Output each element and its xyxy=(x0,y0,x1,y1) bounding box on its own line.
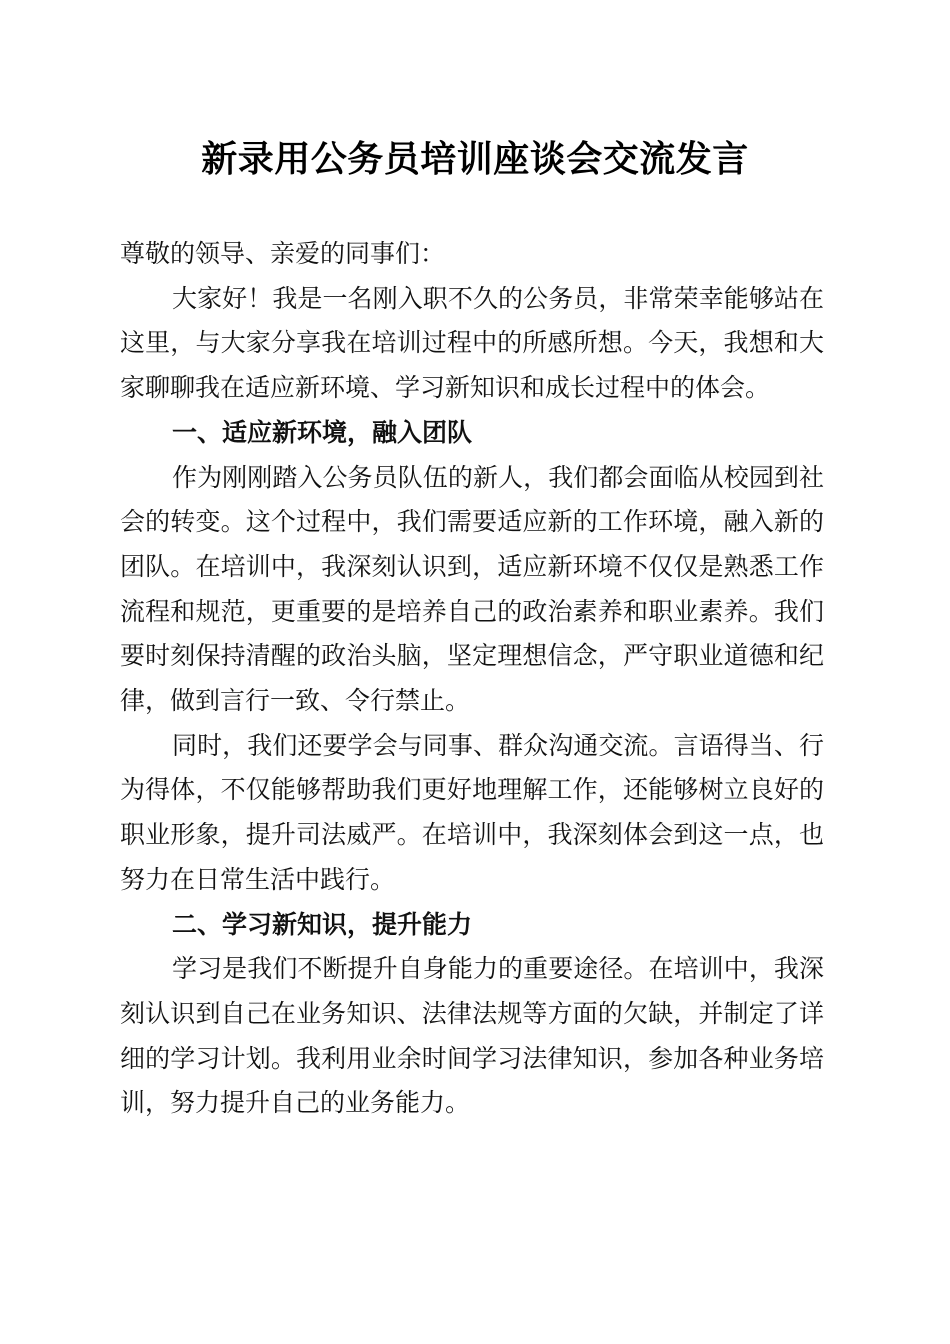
paragraph-section2-1: 学习是我们不断提升自身能力的重要途径。在培训中，我深刻认识到自己在业务知识、法律法规等方面的欠缺，并制定了详细的学习计划。我利用业余时间学习法律知识，参加各种业务培训，努力提升自己的业务能力。 xyxy=(120,954,824,1118)
paragraph-section1-2: 同时，我们还要学会与同事、群众沟通交流。言语得当、行为得体，不仅能够帮助我们更好地理解工作，还能够树立良好的职业形象，提升司法威严。在培训中，我深刻体会到这一点，也努力在日常生活中践行。 xyxy=(120,730,824,894)
document-body xyxy=(120,232,824,1126)
section-heading-1: 一、适应新环境，融入团队 xyxy=(172,417,473,447)
section-heading-2: 二、学习新知识，提升能力 xyxy=(172,909,473,939)
paragraph-section1-1: 作为刚刚踏入公务员队伍的新人，我们都会面临从校园到社会的转变。这个过程中，我们需要适应新的工作环境，融入新的团队。在培训中，我深刻认识到，适应新环境不仅仅是熟悉工作流程和规范，更重要的是培养自己的政治素养和职业素养。我们要时刻保持清醒的政治头脑，坚定理想信念，严守职业道德和纪律，做到言行一致、令行禁止。 xyxy=(120,462,824,716)
document-title: 新录用公务员培训座谈会交流发言 xyxy=(201,138,749,180)
salutation: 尊敬的领导、亲爱的同事们： xyxy=(120,239,446,268)
paragraph-intro: 大家好！我是一名刚入职不久的公务员，非常荣幸能够站在这里，与大家分享我在培训过程中的所感所想。今天，我想和大家聊聊我在适应新环境、学习新知识和成长过程中的体会。 xyxy=(120,283,824,403)
